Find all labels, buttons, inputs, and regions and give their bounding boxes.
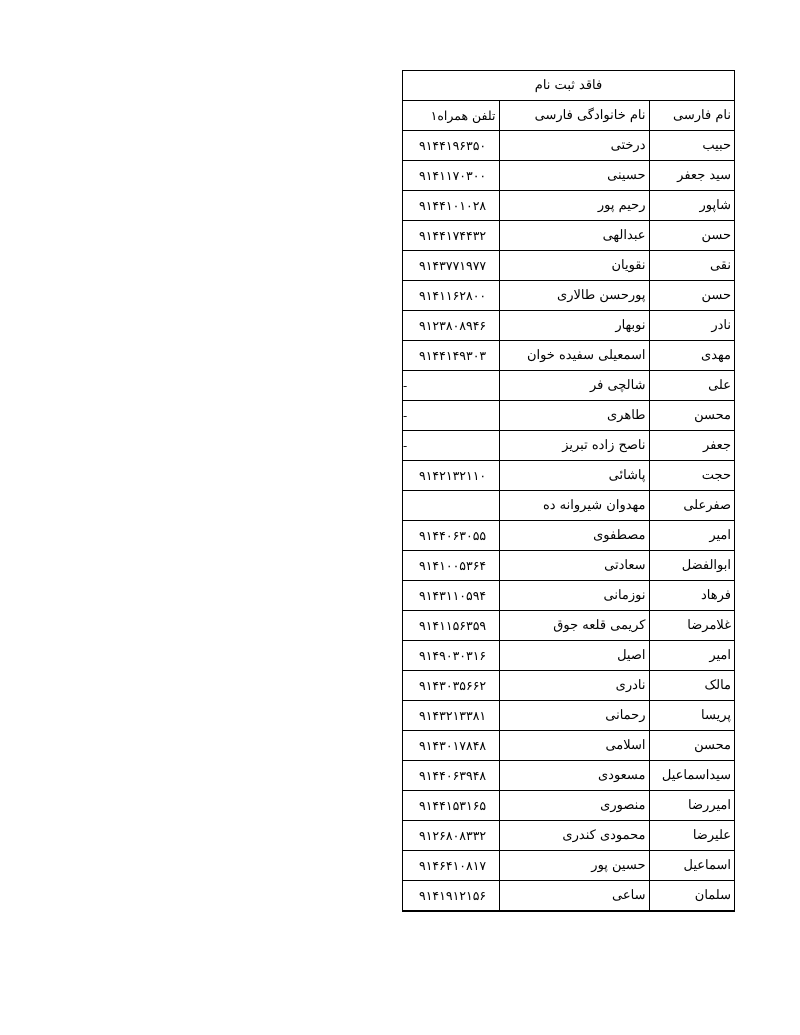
cell-phone: ۹۱۴۴۰۶۳۰۵۵ (403, 521, 499, 551)
cell-first-name: حسن (649, 281, 734, 311)
table-row (403, 791, 734, 821)
cell-last-name: سعادتی (499, 551, 649, 581)
cell-phone: ۹۱۴۳۲۱۳۳۸۱ (403, 701, 499, 731)
table-row (403, 401, 734, 431)
table-row (403, 311, 734, 341)
cell-first-name: پریسا (649, 701, 734, 731)
table-row (403, 851, 734, 881)
cell-first-name: مالک (649, 671, 734, 701)
cell-first-name: حجت (649, 461, 734, 491)
cell-phone: ۹۱۴۳۰۳۵۶۶۲ (403, 671, 499, 701)
cell-first-name: محسن (649, 401, 734, 431)
table-row (403, 341, 734, 371)
cell-first-name: سلمان (649, 881, 734, 912)
table-row (403, 461, 734, 491)
cell-phone: ۹۱۴۱۱۷۰۳۰۰ (403, 161, 499, 191)
cell-first-name: فرهاد (649, 581, 734, 611)
cell-last-name: عبدالهی (499, 221, 649, 251)
cell-first-name: صفرعلی (649, 491, 734, 521)
cell-phone: - (403, 401, 499, 431)
cell-last-name: مهدوان شیروانه ده (499, 491, 649, 521)
table-row (403, 581, 734, 611)
table-row (403, 701, 734, 731)
cell-last-name: ناصح زاده تبریز (499, 431, 649, 461)
cell-phone: ۹۱۴۴۱۰۱۰۲۸ (403, 191, 499, 221)
table-row (403, 221, 734, 251)
cell-last-name: نادری (499, 671, 649, 701)
cell-phone: ۹۱۴۳۰۱۷۸۴۸ (403, 731, 499, 761)
cell-first-name: امیررضا (649, 791, 734, 821)
cell-first-name: شاپور (649, 191, 734, 221)
cell-first-name: سید جعفر (649, 161, 734, 191)
cell-last-name: درختی (499, 131, 649, 161)
table-row (403, 611, 734, 641)
cell-phone: ۹۱۴۴۱۵۳۱۶۵ (403, 791, 499, 821)
cell-last-name: پاشائی (499, 461, 649, 491)
cell-first-name: علی (649, 371, 734, 401)
spreadsheet-table (402, 70, 735, 912)
header-phone: تلفن همراه۱ (403, 101, 499, 131)
table-row (403, 281, 734, 311)
header-row (403, 101, 734, 131)
cell-phone: ۹۱۴۴۰۶۳۹۴۸ (403, 761, 499, 791)
cell-first-name: نادر (649, 311, 734, 341)
table-row (403, 551, 734, 581)
table-row (403, 251, 734, 281)
cell-phone: ۹۱۴۱۰۰۵۳۶۴ (403, 551, 499, 581)
table-row (403, 521, 734, 551)
cell-last-name: نوزمانی (499, 581, 649, 611)
data-grid (403, 101, 734, 912)
cell-phone: ۹۱۴۴۱۴۹۳۰۳ (403, 341, 499, 371)
table-row (403, 131, 734, 161)
cell-phone: ۹۱۴۲۱۳۲۱۱۰ (403, 461, 499, 491)
cell-phone: - (403, 431, 499, 461)
table-row (403, 821, 734, 851)
cell-first-name: اسماعیل (649, 851, 734, 881)
cell-phone (403, 491, 499, 521)
cell-last-name: محمودی کندری (499, 821, 649, 851)
cell-phone: ۹۱۴۴۱۹۶۳۵۰ (403, 131, 499, 161)
cell-first-name: حسن (649, 221, 734, 251)
cell-phone: ۹۱۴۶۴۱۰۸۱۷ (403, 851, 499, 881)
cell-last-name: مسعودی (499, 761, 649, 791)
cell-phone: - (403, 371, 499, 401)
cell-first-name: حبیب (649, 131, 734, 161)
cell-last-name: منصوری (499, 791, 649, 821)
table-row (403, 431, 734, 461)
cell-first-name: نقی (649, 251, 734, 281)
cell-first-name: علیرضا (649, 821, 734, 851)
cell-phone: ۹۱۲۶۸۰۸۳۳۲ (403, 821, 499, 851)
cell-first-name: امیر (649, 521, 734, 551)
header-first-name: نام فارسی (649, 101, 734, 131)
cell-last-name: شالچی فر (499, 371, 649, 401)
cell-phone: ۹۱۴۱۹۱۲۱۵۶ (403, 881, 499, 912)
cell-last-name: اصیل (499, 641, 649, 671)
cell-phone: ۹۱۴۳۱۱۰۵۹۴ (403, 581, 499, 611)
header-last-name: نام خانوادگی فارسی (499, 101, 649, 131)
cell-first-name: محسن (649, 731, 734, 761)
cell-last-name: نقویان (499, 251, 649, 281)
cell-last-name: پورحسن طالاری (499, 281, 649, 311)
cell-phone: ۹۱۲۳۸۰۸۹۴۶ (403, 311, 499, 341)
cell-last-name: مصطفوی (499, 521, 649, 551)
cell-last-name: اسمعیلی سفیده خوان (499, 341, 649, 371)
cell-last-name: ساعی (499, 881, 649, 912)
table-row (403, 731, 734, 761)
cell-phone: ۹۱۴۳۷۷۱۹۷۷ (403, 251, 499, 281)
table-row (403, 491, 734, 521)
cell-first-name: ابوالفضل (649, 551, 734, 581)
cell-last-name: طاهری (499, 401, 649, 431)
cell-last-name: رحمانی (499, 701, 649, 731)
table-title: فاقد ثبت نام (403, 71, 734, 101)
cell-phone: ۹۱۴۹۰۳۰۳۱۶ (403, 641, 499, 671)
cell-last-name: حسین پور (499, 851, 649, 881)
table-row (403, 161, 734, 191)
cell-last-name: کریمی قلعه جوق (499, 611, 649, 641)
cell-phone: ۹۱۴۱۱۵۶۳۵۹ (403, 611, 499, 641)
cell-last-name: نوبهار (499, 311, 649, 341)
table-row (403, 881, 734, 912)
table-row (403, 761, 734, 791)
cell-first-name: سیداسماعیل (649, 761, 734, 791)
cell-phone: ۹۱۴۴۱۷۴۴۳۲ (403, 221, 499, 251)
table-row (403, 671, 734, 701)
cell-first-name: غلامرضا (649, 611, 734, 641)
table-row (403, 191, 734, 221)
cell-first-name: امیر (649, 641, 734, 671)
table-row (403, 641, 734, 671)
cell-last-name: حسینی (499, 161, 649, 191)
cell-last-name: اسلامی (499, 731, 649, 761)
cell-first-name: جعفر (649, 431, 734, 461)
cell-phone: ۹۱۴۱۱۶۲۸۰۰ (403, 281, 499, 311)
table-row (403, 371, 734, 401)
cell-last-name: رحیم پور (499, 191, 649, 221)
cell-first-name: مهدی (649, 341, 734, 371)
